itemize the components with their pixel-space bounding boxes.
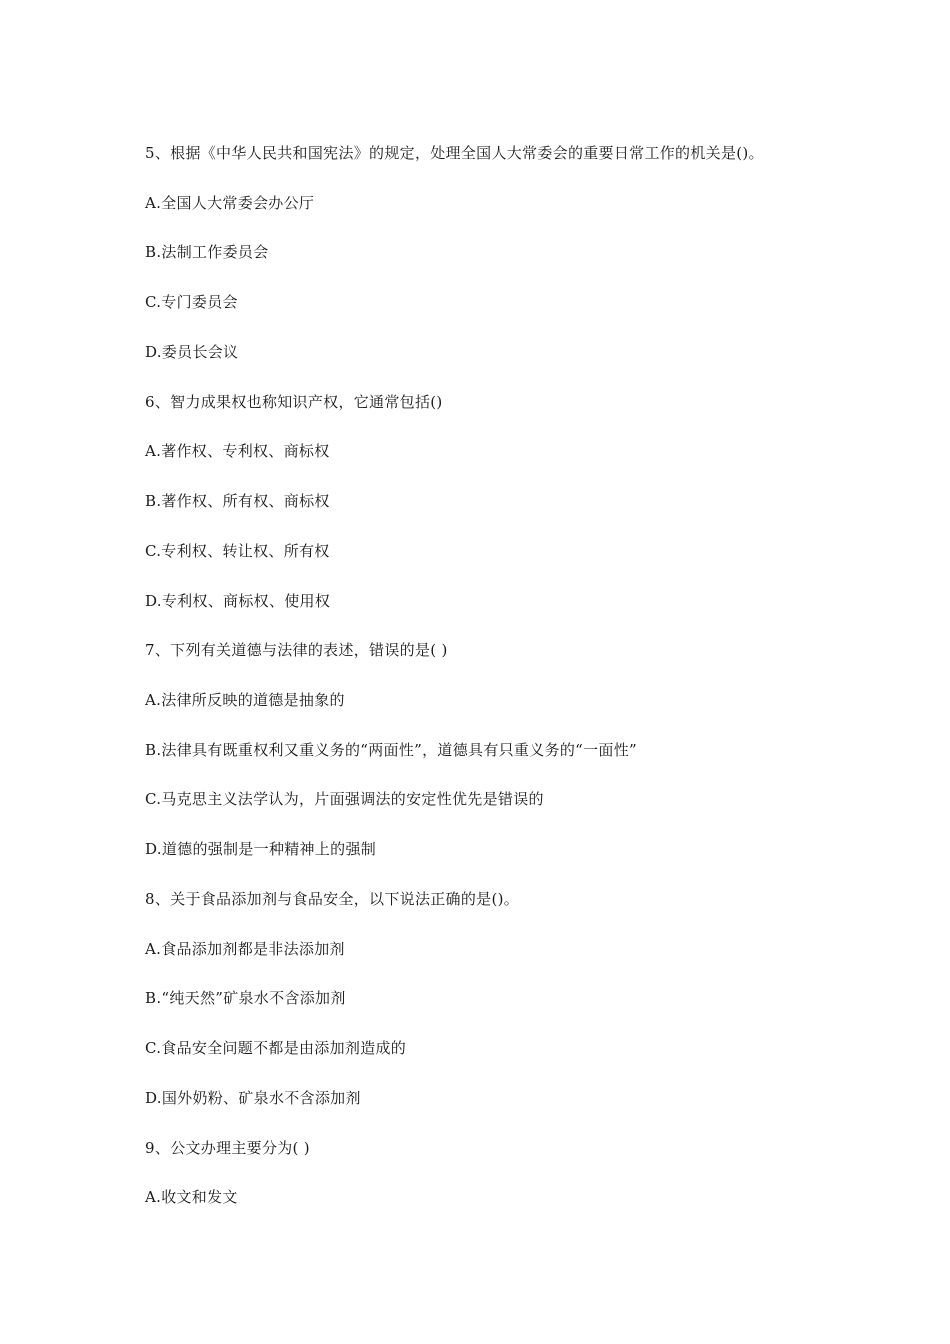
question-8-option-a: A.食品添加剂都是非法添加剂 xyxy=(145,940,345,958)
question-7-option-b: B.法律具有既重权利又重义务的“两面性”，道德具有只重义务的“一面性” xyxy=(145,741,637,759)
question-7-stem: 7、下列有关道德与法律的表述，错误的是( ) xyxy=(145,641,448,659)
question-7-option-d: D.道德的强制是一种精神上的强制 xyxy=(145,840,377,858)
question-5-option-d: D.委员长会议 xyxy=(145,343,239,361)
question-9-stem: 9、公文办理主要分为( ) xyxy=(145,1139,310,1157)
question-6-option-a: A.著作权、专利权、商标权 xyxy=(145,442,330,460)
question-7-option-c: C.马克思主义法学认为，片面强调法的安定性优先是错误的 xyxy=(145,790,544,808)
question-5-stem: 5、根据《中华人民共和国宪法》的规定，处理全国人大常委会的重要日常工作的机关是()。 xyxy=(145,144,764,162)
question-6-option-c: C.专利权、转让权、所有权 xyxy=(145,542,330,560)
question-5-option-c: C.专门委员会 xyxy=(145,293,238,311)
question-5-option-b: B.法制工作委员会 xyxy=(145,243,269,261)
question-8-option-b: B.“纯天然”矿泉水不含添加剂 xyxy=(145,989,346,1007)
question-7-option-a: A.法律所反映的道德是抽象的 xyxy=(145,691,345,709)
question-8-option-d: D.国外奶粉、矿泉水不含添加剂 xyxy=(145,1089,361,1107)
question-8-option-c: C.食品安全问题不都是由添加剂造成的 xyxy=(145,1039,407,1057)
question-6-option-b: B.著作权、所有权、商标权 xyxy=(145,492,330,510)
question-8-stem: 8、关于食品添加剂与食品安全，以下说法正确的是()。 xyxy=(145,890,520,908)
question-6-option-d: D.专利权、商标权、使用权 xyxy=(145,592,331,610)
question-9-option-a: A.收文和发文 xyxy=(145,1188,238,1206)
question-6-stem: 6、智力成果权也称知识产权，它通常包括() xyxy=(145,393,443,411)
question-5-option-a: A.全国人大常委会办公厅 xyxy=(145,194,315,212)
